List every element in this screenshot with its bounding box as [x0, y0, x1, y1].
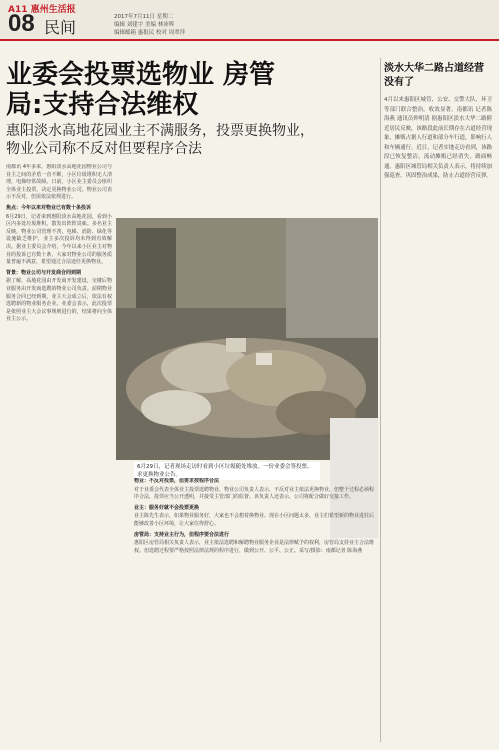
article-subhead: 惠阳淡水高地花园业主不满服务，投票更换物业，物业公司称不反对但要程序合法: [6, 123, 314, 157]
section-body: 对于业委会代表全体业主投票选聘物业，物业公司负责人表示，不反对业主依法更换物业，但整个过程必须程序合法，投票应当公开透明，并接受主管部门的监督。该负责人还表示，公司将配合做好交接工作。: [134, 486, 374, 501]
column-divider: [380, 58, 381, 742]
newspaper-logo: A11 惠州生活报: [8, 5, 76, 15]
section-body: 据了解，高地花园由开发商开发建设，交楼后物业服务由开发商选聘的物业公司负责。前期物业服务合同已经到期，业主大会成立后，依法有权选聘新的物业服务企业。业委会表示，此次投票是依照业主大会议事规则进行的，结果将向全体业主公示。: [6, 278, 112, 323]
section-heading: 背景：物业公司与开发商合同到期: [6, 269, 82, 276]
article-lead: 南都讯 4年多来，惠阳淡水高地花园物业公司与业主之间的矛盾一直不断，小区垃圾堆积无人清理，电梯经常故障。日前，小区业主委员会组织全体业主投票，决定更换物业公司。物业公司表示不反对，但需依法依规进行。: [6, 164, 112, 201]
header-rule: [0, 39, 499, 41]
section-number: 08: [8, 10, 35, 37]
section-body: 业主陈先生表示，如果物业服务好，大家也不会想着换物业。现在小区问题太多，业主们希望新的物业进驻后能够改善小区环境，让大家住得舒心。: [134, 513, 374, 527]
sidebar-body: 4月以来惠阳区城管、公安、交警大队、环卫等部门联合整治，收效显著。南都讯 记者陈海燕 通讯员钟明清 据惠阳区淡水大华二路附近居民反映，该路段此前长期存在占道经营现象，摊贩占据人行道和部分车行道，影响行人和车辆通行。近日，记者实地走访看到，该路段已恢复整洁，流动摊贩已经消失，路面畅通。惠阳区城管局相关负责人表示，将持续加强巡查，巩固整治成果，防止占道经营反弹。: [384, 97, 492, 179]
article-headline: 业委会投票选物业 房管局:支持合法维权: [6, 60, 276, 120]
section-name: 民间: [44, 18, 77, 37]
sidebar-headline: 淡水大华二路占道经营没有了: [384, 63, 484, 88]
issue-info: [114, 13, 234, 37]
proof-line: 编辑邮箱 惠报民 校对 周翠萍: [114, 30, 186, 36]
section-heading: 业主：服务好就不会投票更换: [134, 504, 200, 511]
page-header: [0, 0, 499, 40]
section-heading: 物业：不反对投票，但要求按程序合法: [134, 478, 220, 484]
left-column: [6, 164, 112, 742]
main-body-column: [134, 478, 374, 742]
section-body: 6月29日，记者来到惠阳淡水高地花园，看到小区内多处垃圾堆积，散发出阵阵臭味。多名业主反映，物业公司管理不善，电梯、消防、绿化等设施缺乏维护，业主多次投诉均未得到有效解决。据业主委员会介绍，今年以来小区业主对物业的投诉已有数十条，大家对物业公司的服务质量普遍不满意，希望通过合法途径更换物业。: [6, 213, 112, 266]
photo-caption: 6月29日，记者现场走访时看到小区垃圾随处堆放。一份业委会签投票、求更换物业公告。: [134, 462, 320, 480]
editor-line: 编辑 刘建宇 美编 林沛晖: [114, 22, 175, 28]
section-body: 惠阳区房管局相关负责人表示，业主依法选聘和解聘物业服务企业是法律赋予的权利，房管局支持业主合法维权。但选聘过程要严格按照法律法规的程序进行，做到公开、公平、公正。采写/摄影：南都记者 陈海燕: [134, 540, 374, 554]
issue-date: 2017年7月11日 星期二: [114, 14, 174, 20]
section-heading: 房管局：支持业主行为，但程序要合法进行: [134, 531, 230, 538]
section-heading: 焦点：今年以来对物业已有数十条投诉: [6, 204, 92, 211]
